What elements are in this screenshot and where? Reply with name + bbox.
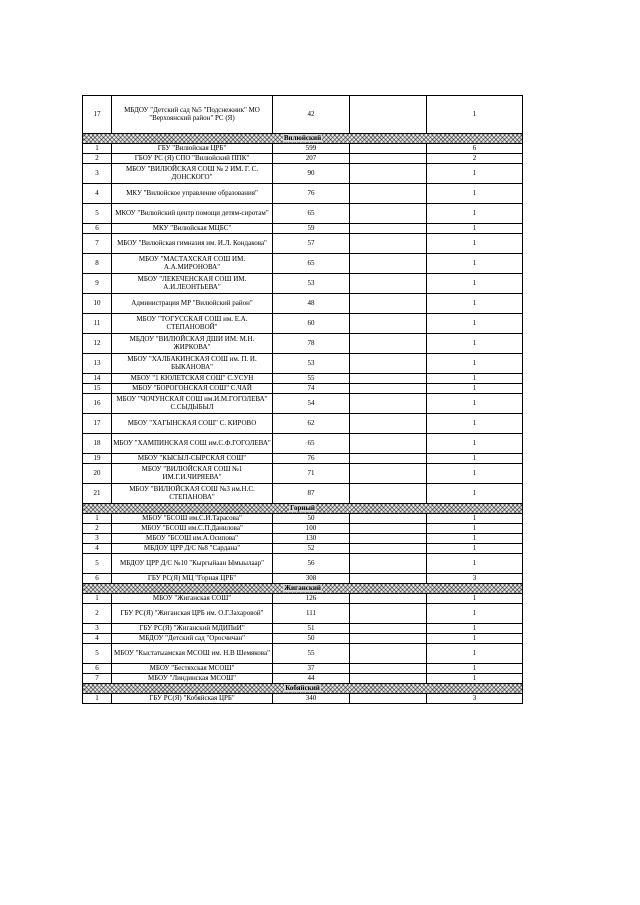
empty-cell [350, 144, 427, 154]
empty-cell [350, 414, 427, 434]
organization-name: МБОУ "Линдинская МСОШ" [112, 674, 273, 684]
table-row [83, 384, 523, 394]
value-cell: 51 [273, 624, 350, 634]
organization-name: ГБУ РС(Я) "Кобяйская ЦРБ" [112, 694, 273, 704]
table-row [83, 604, 523, 624]
organization-name: МБОУ "Жиганская СОШ" [112, 594, 273, 604]
table-row [83, 164, 523, 184]
table-body [83, 96, 523, 704]
table-row [83, 674, 523, 684]
table-row [83, 294, 523, 314]
row-number: 5 [83, 204, 112, 224]
organization-name: МБОУ "Вилюйская гимназия им. И.Л. Кондакова" [112, 234, 273, 254]
count-cell: 1 [427, 544, 523, 554]
empty-cell [350, 164, 427, 184]
organization-name: ГБУ "Вилюйская ЦРБ" [112, 144, 273, 154]
count-cell: 1 [427, 314, 523, 334]
value-cell: 44 [273, 674, 350, 684]
table-row [83, 454, 523, 464]
value-cell: 74 [273, 384, 350, 394]
table-row [83, 694, 523, 704]
table-row [83, 184, 523, 204]
count-cell: 6 [427, 144, 523, 154]
row-number: 17 [83, 96, 112, 134]
count-cell: 1 [427, 204, 523, 224]
empty-cell [350, 694, 427, 704]
table-row [83, 144, 523, 154]
table-row [83, 434, 523, 454]
table-row [83, 664, 523, 674]
row-number: 11 [83, 314, 112, 334]
organization-name: МКУ "Вилюйское управление образования" [112, 184, 273, 204]
organization-name: ГБУ РС(Я) "Жиганская ЦРБ им. О.Г.Захаровой" [112, 604, 273, 624]
value-cell: 57 [273, 234, 350, 254]
empty-cell [350, 664, 427, 674]
organization-name: МБОУ "БОРОГОНСКАЯ СОШ" С.ЧАЙ [112, 384, 273, 394]
empty-cell [350, 484, 427, 504]
table-row [83, 644, 523, 664]
row-number: 12 [83, 334, 112, 354]
organization-name: ГБОУ РС (Я) СПО "Вилюйский ППК" [112, 154, 273, 164]
empty-cell [350, 314, 427, 334]
value-cell: 207 [273, 154, 350, 164]
organization-name: МБДОУ ЦРР Д/С №10 "Кыргыйаан Ымыылаар" [112, 554, 273, 574]
organization-name: МБОУ "КЫСЫЛ-СЫРСКАЯ СОШ" [112, 454, 273, 464]
table-row [83, 624, 523, 634]
row-number: 1 [83, 594, 112, 604]
empty-cell [350, 514, 427, 524]
value-cell: 65 [273, 254, 350, 274]
organization-name: МБДОУ ЦРР Д/С №8 "Сардана" [112, 544, 273, 554]
value-cell: 42 [273, 96, 350, 134]
empty-cell [350, 574, 427, 584]
row-number: 2 [83, 154, 112, 164]
count-cell: 1 [427, 524, 523, 534]
value-cell: 37 [273, 664, 350, 674]
empty-cell [350, 294, 427, 314]
organization-name: МБОУ "ВИЛЮЙСКАЯ СОШ № 2 ИМ. Г. С. ДОНСКОГО" [112, 164, 273, 184]
count-cell: 1 [427, 334, 523, 354]
region-name: Вилюйский [283, 133, 322, 142]
value-cell: 56 [273, 554, 350, 574]
data-table [82, 95, 523, 704]
table-row [83, 594, 523, 604]
count-cell: 1 [427, 644, 523, 664]
table-row [83, 554, 523, 574]
table-row [83, 414, 523, 434]
count-cell: 1 [427, 624, 523, 634]
organization-name: МБДОУ "Детский сад №5 "Подснежник" МО "Верхоянский район" РС (Я) [112, 96, 273, 134]
count-cell: 1 [427, 594, 523, 604]
count-cell: 1 [427, 554, 523, 574]
empty-cell [350, 154, 427, 164]
table-row [83, 634, 523, 644]
table-row [83, 464, 523, 484]
value-cell: 62 [273, 414, 350, 434]
table-row [83, 254, 523, 274]
count-cell: 1 [427, 454, 523, 464]
row-number: 1 [83, 144, 112, 154]
row-number: 2 [83, 524, 112, 534]
region-header-cell [83, 584, 523, 594]
value-cell: 100 [273, 524, 350, 534]
row-number: 15 [83, 384, 112, 394]
organization-name: МБОУ "ХАЛБАКИНСКАЯ СОШ им. П. И. БЫКАНОВА" [112, 354, 273, 374]
row-number: 9 [83, 274, 112, 294]
empty-cell [350, 594, 427, 604]
table-row [83, 96, 523, 134]
organization-name: МБОУ "Кыстатыамская МСОШ им. Н.В Шемякова" [112, 644, 273, 664]
empty-cell [350, 384, 427, 394]
row-number: 10 [83, 294, 112, 314]
organization-name: МБОУ "Бестяхская МСОШ" [112, 664, 273, 674]
row-number: 14 [83, 374, 112, 384]
table-row [83, 274, 523, 294]
organization-name: МБОУ "МАСТАХСКАЯ СОШ ИМ. А.А.МИРОНОВА" [112, 254, 273, 274]
value-cell: 90 [273, 164, 350, 184]
organization-name: МБОУ "ХАГЫНСКАЯ СОШ" С. КИРОВО [112, 414, 273, 434]
value-cell: 599 [273, 144, 350, 154]
empty-cell [350, 234, 427, 254]
empty-cell [350, 454, 427, 464]
count-cell: 2 [427, 154, 523, 164]
row-number: 6 [83, 224, 112, 234]
row-number: 5 [83, 644, 112, 664]
value-cell: 53 [273, 354, 350, 374]
region-header-cell [83, 684, 523, 694]
value-cell: 340 [273, 694, 350, 704]
region-header-row [83, 684, 523, 694]
value-cell: 54 [273, 394, 350, 414]
empty-cell [350, 354, 427, 374]
row-number: 17 [83, 414, 112, 434]
table-row [83, 334, 523, 354]
organization-name: МБДОУ "ВИЛЮЙСКАЯ ДШИ ИМ. М.Н. ЖИРКОВА" [112, 334, 273, 354]
region-header-cell [83, 134, 523, 144]
row-number: 2 [83, 604, 112, 624]
count-cell: 1 [427, 434, 523, 454]
table-row [83, 204, 523, 224]
row-number: 6 [83, 574, 112, 584]
value-cell: 65 [273, 434, 350, 454]
count-cell: 1 [427, 604, 523, 624]
row-number: 4 [83, 184, 112, 204]
row-number: 8 [83, 254, 112, 274]
organization-name: МБОУ "ЧОЧУНСКАЯ СОШ им.И.М.ГОГОЛЕВА" С.СЫДЫБЫЛ [112, 394, 273, 414]
row-number: 7 [83, 234, 112, 254]
value-cell: 65 [273, 204, 350, 224]
value-cell: 130 [273, 534, 350, 544]
organization-name: МБОУ "ВИЛЮЙСКАЯ СОШ №3 им.Н.С. СТЕПАНОВА" [112, 484, 273, 504]
region-header-row [83, 504, 523, 514]
count-cell: 1 [427, 484, 523, 504]
organization-name: МБОУ "ВИЛЮЙСКАЯ СОШ №1 ИМ.Г.И.ЧИРЯЕВА" [112, 464, 273, 484]
empty-cell [350, 96, 427, 134]
organization-name: МБОУ "ЛЕКЕЧЕНСКАЯ СОШ ИМ. А.И.ЛЕОНТЬЕВА" [112, 274, 273, 294]
organization-name: МБОУ "1 КЮЛЕТСКАЯ СОШ" С.УСУН [112, 374, 273, 384]
table-row [83, 394, 523, 414]
empty-cell [350, 534, 427, 544]
value-cell: 48 [273, 294, 350, 314]
row-number: 7 [83, 674, 112, 684]
organization-name: МБОУ "БСОШ им.А.Осипова" [112, 534, 273, 544]
organization-name: МБОУ "БСОШ им.С.И.Тарасова" [112, 514, 273, 524]
empty-cell [350, 274, 427, 294]
empty-cell [350, 674, 427, 684]
count-cell: 1 [427, 634, 523, 644]
empty-cell [350, 554, 427, 574]
value-cell: 126 [273, 594, 350, 604]
table-row [83, 534, 523, 544]
value-cell: 50 [273, 634, 350, 644]
empty-cell [350, 644, 427, 664]
region-header-row [83, 134, 523, 144]
organization-name: ГБУ РС(Я) "Жиганский МДИПиИ" [112, 624, 273, 634]
region-name: Жиганский [284, 583, 321, 592]
count-cell: 1 [427, 534, 523, 544]
row-number: 3 [83, 534, 112, 544]
count-cell: 3 [427, 694, 523, 704]
organization-name: МБОУ "ХАМПИНСКАЯ СОШ им.С.Ф.ГОГОЛЕВА" [112, 434, 273, 454]
row-number: 4 [83, 544, 112, 554]
row-number: 3 [83, 624, 112, 634]
count-cell: 1 [427, 354, 523, 374]
value-cell: 308 [273, 574, 350, 584]
table-row [83, 314, 523, 334]
count-cell: 1 [427, 384, 523, 394]
value-cell: 78 [273, 334, 350, 354]
organization-name: ГБУ РС(Я) МЦ "Горная ЦРБ" [112, 574, 273, 584]
organization-name: МКОУ "Вилюйский центр помощи детям-сиротам" [112, 204, 273, 224]
value-cell: 71 [273, 464, 350, 484]
value-cell: 55 [273, 374, 350, 384]
empty-cell [350, 464, 427, 484]
value-cell: 76 [273, 184, 350, 204]
count-cell: 1 [427, 234, 523, 254]
count-cell: 1 [427, 374, 523, 384]
count-cell: 1 [427, 164, 523, 184]
row-number: 21 [83, 484, 112, 504]
region-name: Горный [290, 503, 315, 512]
empty-cell [350, 524, 427, 534]
empty-cell [350, 204, 427, 224]
empty-cell [350, 224, 427, 234]
row-number: 5 [83, 554, 112, 574]
count-cell: 1 [427, 664, 523, 674]
region-header-row [83, 584, 523, 594]
count-cell: 1 [427, 394, 523, 414]
value-cell: 59 [273, 224, 350, 234]
empty-cell [350, 334, 427, 354]
row-number: 1 [83, 514, 112, 524]
table-row [83, 154, 523, 164]
empty-cell [350, 394, 427, 414]
row-number: 1 [83, 694, 112, 704]
count-cell: 1 [427, 674, 523, 684]
table-row [83, 574, 523, 584]
count-cell: 1 [427, 224, 523, 234]
count-cell: 1 [427, 464, 523, 484]
value-cell: 53 [273, 274, 350, 294]
region-name: Кобяйский [285, 683, 320, 692]
count-cell: 3 [427, 574, 523, 584]
table-row [83, 524, 523, 534]
table-row [83, 234, 523, 254]
value-cell: 52 [273, 544, 350, 554]
empty-cell [350, 374, 427, 384]
empty-cell [350, 184, 427, 204]
empty-cell [350, 434, 427, 454]
row-number: 13 [83, 354, 112, 374]
table-row [83, 224, 523, 234]
table-row [83, 544, 523, 554]
empty-cell [350, 604, 427, 624]
row-number: 18 [83, 434, 112, 454]
value-cell: 55 [273, 644, 350, 664]
value-cell: 76 [273, 454, 350, 464]
row-number: 4 [83, 634, 112, 644]
empty-cell [350, 634, 427, 644]
organization-name: Администрация МР "Вилюйский район" [112, 294, 273, 314]
count-cell: 1 [427, 274, 523, 294]
count-cell: 1 [427, 184, 523, 204]
empty-cell [350, 544, 427, 554]
organization-name: МКУ "Вилюйская МЦБС" [112, 224, 273, 234]
count-cell: 1 [427, 254, 523, 274]
table-row [83, 354, 523, 374]
table-row [83, 374, 523, 384]
row-number: 19 [83, 454, 112, 464]
organization-name: МБОУ "ТОГУССКАЯ СОШ им. Е.А. СТЕПАНОВОЙ" [112, 314, 273, 334]
row-number: 6 [83, 664, 112, 674]
count-cell: 1 [427, 294, 523, 314]
value-cell: 60 [273, 314, 350, 334]
row-number: 3 [83, 164, 112, 184]
count-cell: 1 [427, 414, 523, 434]
organization-name: МБДОУ "Детский сад "Оросчичан" [112, 634, 273, 644]
empty-cell [350, 624, 427, 634]
table-row [83, 514, 523, 524]
empty-cell [350, 254, 427, 274]
region-header-cell [83, 504, 523, 514]
organization-name: МБОУ "БСОШ им.С.П.Данилова" [112, 524, 273, 534]
value-cell: 87 [273, 484, 350, 504]
count-cell: 1 [427, 514, 523, 524]
row-number: 20 [83, 464, 112, 484]
count-cell: 1 [427, 96, 523, 134]
row-number: 16 [83, 394, 112, 414]
value-cell: 111 [273, 604, 350, 624]
value-cell: 50 [273, 514, 350, 524]
table-row [83, 484, 523, 504]
